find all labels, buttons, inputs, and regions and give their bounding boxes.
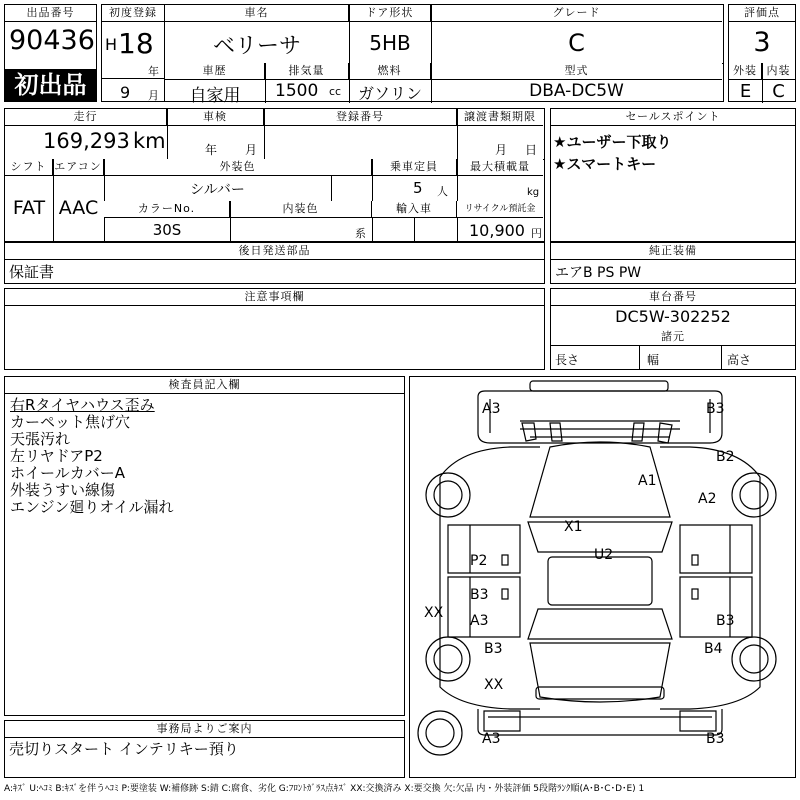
mileage-unit: km: [133, 129, 166, 153]
month-unit: 月: [148, 89, 159, 102]
model-label: 型式: [431, 63, 722, 80]
exterior-label: 外装: [729, 63, 762, 80]
recycle-unit: 円: [531, 227, 542, 240]
interior-grade: C: [772, 81, 785, 102]
damage-mark: A3: [470, 613, 489, 629]
damage-mark: B3: [716, 613, 735, 629]
damage-mark: B3: [706, 731, 725, 747]
score: 3: [753, 27, 771, 58]
inspector-label: 検査員記入欄: [5, 377, 404, 394]
chassis-value: DC5W-302252: [615, 307, 731, 326]
genuine-equipment-value: エアB PS PW: [555, 265, 642, 281]
month: 9: [120, 83, 131, 102]
chassis-label: 車台番号: [551, 289, 795, 306]
door-label: ドア形状: [349, 5, 431, 22]
sales-point-item: ★ユーザー下取り: [553, 133, 672, 151]
sales-point-item: ★スマートキー: [553, 155, 657, 173]
inspector-box: [4, 376, 405, 716]
later-parts-label: 後日発送部品: [5, 243, 544, 260]
damage-mark: U2: [594, 547, 614, 563]
office-label: 事務局よりご案内: [5, 721, 404, 738]
first-listing-badge: 初出品: [5, 69, 96, 101]
inspector-note: 外装うすい線傷: [10, 481, 116, 499]
inspection-label: 車検: [167, 109, 264, 126]
ac-label: エアコン: [53, 159, 104, 176]
history-label: 車歴: [165, 63, 265, 80]
transfer-day-unit: 日: [525, 143, 538, 157]
inspector-notes: [10, 397, 174, 516]
damage-mark: B3: [484, 641, 503, 657]
capacity-unit: 人: [437, 185, 448, 198]
year: 18: [118, 27, 154, 60]
door: 5HB: [369, 31, 411, 55]
inspection-month-unit: 月: [245, 143, 258, 157]
int-color-label: 内装色: [230, 201, 372, 218]
office-box: [4, 720, 405, 778]
damage-mark: P2: [470, 553, 488, 569]
height-label: 高さ: [727, 353, 752, 367]
interior-label: 内装: [762, 63, 795, 80]
score-box: [728, 4, 796, 102]
chassis-box: [550, 288, 796, 370]
mileage: 169,293: [43, 129, 130, 153]
spec-label: 諸元: [551, 329, 795, 346]
int-color-unit: 系: [355, 227, 366, 240]
grade: C: [568, 29, 585, 57]
fuel: ガソリン: [357, 84, 422, 103]
width-label: 幅: [647, 353, 660, 367]
inspector-note: 左リヤドアP2: [10, 447, 103, 465]
fuel-label: 燃料: [349, 63, 431, 80]
year-unit: 年: [148, 65, 159, 78]
damage-mark: B2: [716, 449, 735, 465]
mileage-label: 走行: [5, 109, 167, 126]
sales-points-box: [550, 108, 796, 242]
cautions-box: [4, 288, 545, 370]
lot-number: 90436: [9, 25, 95, 56]
era: H: [105, 35, 118, 54]
capacity: 5: [413, 179, 423, 197]
ac: AAC: [58, 197, 99, 219]
later-parts-value: 保証書: [9, 263, 55, 281]
color-no-label: カラーNo.: [104, 201, 230, 218]
damage-mark: XX: [484, 677, 504, 693]
legend: A:ｷｽﾞ U:ﾍｺﾐ B:ｷｽﾞを伴うﾍｺﾐ P:要塗装 W:補修跡 S:錆 C:腐食、劣化 G:ﾌﾛﾝﾄｶﾞﾗｽ点ｷｽﾞ XX:交換済み X:要交換 欠:欠品 内・外装評価 5段階ﾗﾝｸ順(A･B･C･D･E) 1: [4, 784, 645, 794]
lot-label: 出品番号: [5, 5, 96, 22]
lot-box: [4, 4, 97, 102]
damage-diagram: [409, 376, 796, 778]
damage-mark: B3: [470, 587, 489, 603]
inspection-year-unit: 年: [205, 143, 218, 157]
model: DBA-DC5W: [529, 81, 624, 101]
inspector-note: 天張汚れ: [10, 430, 71, 448]
displacement-unit: cc: [329, 85, 342, 98]
reg-no-label: 登録番号: [264, 109, 457, 126]
cautions-label: 注意事項欄: [5, 289, 544, 306]
ext-color-label: 外装色: [104, 159, 372, 176]
inspector-note: カーペット焦げ穴: [10, 413, 131, 431]
score-label: 評価点: [729, 5, 795, 22]
import-label: 輸入車: [372, 201, 457, 218]
damage-mark: A1: [638, 473, 657, 489]
ext-color: シルバー: [190, 182, 245, 198]
later-parts-box: [4, 242, 545, 284]
car-name: ベリーサ: [212, 34, 301, 59]
capacity-label: 乗車定員: [372, 159, 457, 176]
sales-points-label: セールスポイント: [551, 109, 795, 126]
length-label: 長さ: [555, 353, 580, 367]
recycle: 10,900: [469, 221, 525, 240]
color-no: 30S: [152, 221, 182, 239]
history: 自家用: [189, 86, 241, 106]
reg-box: [101, 4, 165, 102]
details-box: [4, 108, 545, 242]
shift: FAT: [12, 197, 46, 219]
damage-mark: B3: [706, 401, 725, 417]
displacement-label: 排気量: [265, 63, 349, 80]
transfer-month-unit: 月: [495, 143, 508, 157]
max-load-unit: kg: [527, 187, 540, 198]
inspector-note: 右Rタイヤハウス歪み: [10, 396, 155, 414]
displacement: 1500: [275, 81, 319, 101]
recycle-label: リサイクル預託金: [457, 201, 543, 218]
inspector-note: ホイールカバーA: [10, 464, 125, 482]
vehicle-box: [164, 4, 724, 106]
damage-mark: B4: [704, 641, 723, 657]
damage-mark: XX: [424, 605, 444, 621]
grade-label: グレード: [431, 5, 722, 22]
car-name-label: 車名: [165, 5, 349, 22]
damage-mark: X1: [564, 519, 583, 535]
office-value: 売切りスタート インテリキー預り: [9, 740, 239, 758]
damage-mark: A3: [482, 731, 501, 747]
transfer-label: 譲渡書類期限: [457, 109, 543, 126]
car-outline-diagram: [410, 377, 795, 777]
exterior-grade: E: [739, 81, 752, 102]
max-load-label: 最大積載量: [457, 159, 543, 176]
damage-mark: A3: [482, 401, 501, 417]
genuine-equipment-box: [550, 242, 796, 284]
shift-label: シフト: [5, 159, 53, 176]
damage-mark: A2: [698, 491, 717, 507]
first-reg-label: 初度登録: [102, 5, 164, 22]
inspector-note: エンジン廻りオイル漏れ: [10, 498, 174, 516]
genuine-equipment-label: 純正装備: [551, 243, 795, 260]
